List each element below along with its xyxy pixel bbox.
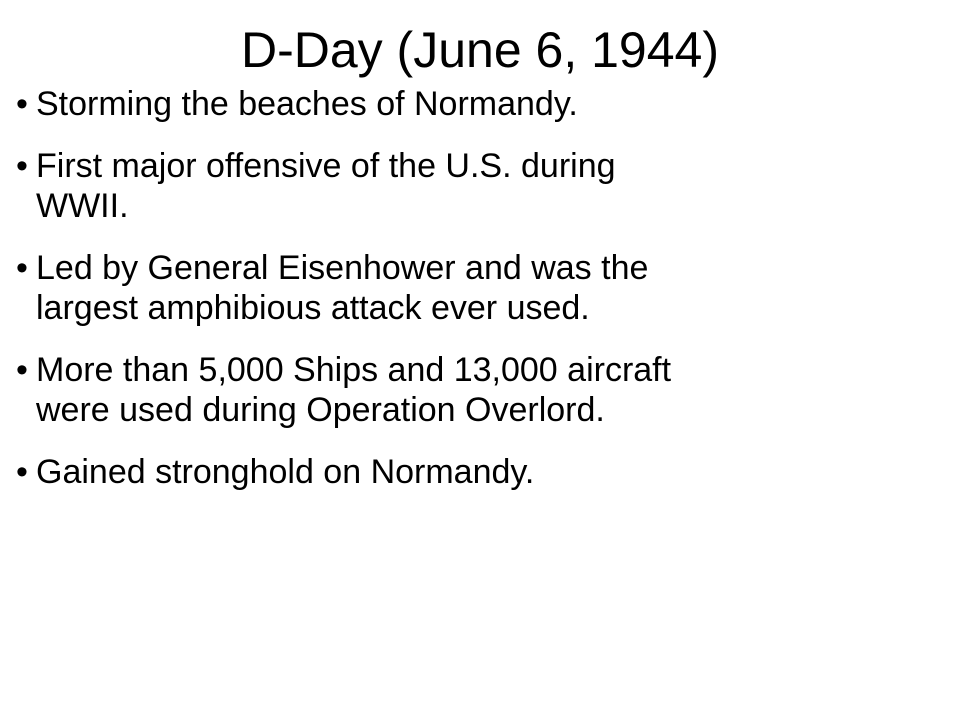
bullet-dot-icon: • [16, 147, 28, 185]
bullet-text: Led by General Eisenhower and was the largest amphibious attack ever used. [36, 249, 649, 327]
bullet-dot-icon: • [16, 351, 28, 389]
bullet-item [16, 146, 922, 226]
bullet-dot-icon: • [16, 453, 28, 491]
bullet-item [16, 350, 922, 430]
bullet-text: Storming the beaches of Normandy. [36, 85, 578, 123]
bullet-dot-icon: • [16, 85, 28, 123]
bullet-text: First major offensive of the U.S. during WWII. [36, 147, 616, 225]
bullet-item [16, 84, 922, 124]
bullet-item [16, 248, 922, 328]
bullet-text: More than 5,000 Ships and 13,000 aircraft were used during Operation Overlord. [36, 351, 672, 429]
bullet-dot-icon: • [16, 249, 28, 287]
bullet-item [16, 452, 922, 492]
slide-title: D-Day (June 6, 1944) [240, 22, 719, 78]
bullet-text: Gained stronghold on Normandy. [36, 453, 535, 491]
bullet-list [16, 84, 922, 492]
